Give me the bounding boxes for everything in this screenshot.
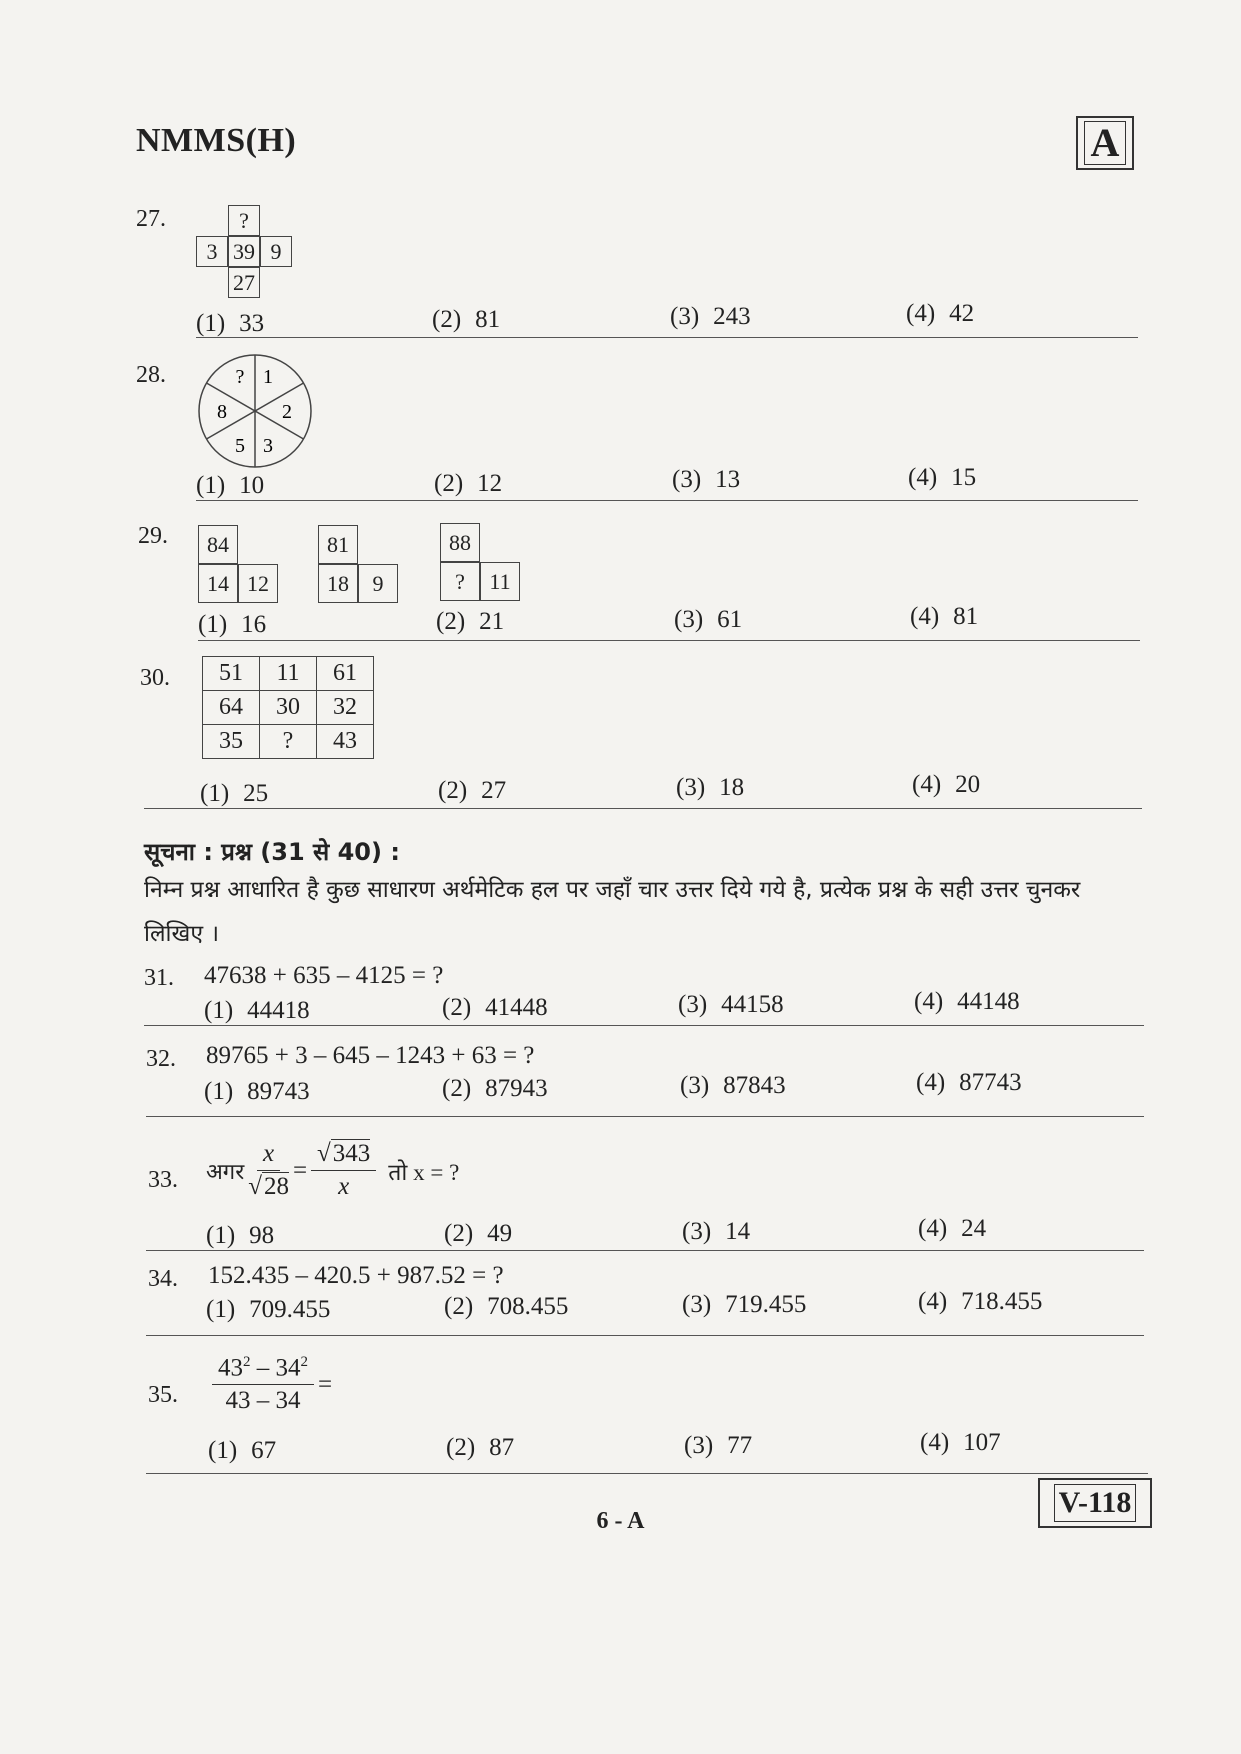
- option-2[interactable]: (2) 12: [434, 470, 503, 497]
- q29-fig1-left: 14: [198, 564, 238, 603]
- table-row: [203, 691, 374, 725]
- q27-figure: [196, 205, 292, 299]
- q33-left-denominator: √28: [248, 1173, 289, 1200]
- q29-fig1-top: 84: [198, 525, 238, 564]
- q28-sector-left: 8: [217, 401, 227, 423]
- q29-figure-2: [318, 525, 402, 603]
- q35-numerator: $43^2 - 34^2$: [212, 1354, 314, 1385]
- option-4[interactable]: (4) 81: [910, 603, 979, 630]
- option-1[interactable]: (1) 44418: [204, 997, 310, 1024]
- divider: [146, 1335, 1144, 1336]
- option-4[interactable]: (4) 87743: [916, 1069, 1022, 1096]
- page-number: 6 - A: [596, 1508, 645, 1534]
- divider: [198, 640, 1140, 641]
- option-1[interactable]: (1) 709.455: [206, 1296, 331, 1323]
- option-3[interactable]: (3) 719.455: [682, 1291, 807, 1318]
- q33-right-denominator: x: [338, 1173, 350, 1200]
- option-2[interactable]: (2) 87943: [442, 1075, 548, 1102]
- option-3[interactable]: (3) 87843: [680, 1072, 786, 1099]
- question-number: 31.: [144, 965, 174, 991]
- q28-sector-top-right: 1: [263, 366, 273, 388]
- q33-suffix: तो x = ?: [388, 1159, 460, 1185]
- q29-fig3-left: ?: [440, 562, 480, 601]
- question-number: 32.: [146, 1046, 176, 1072]
- option-3[interactable]: (3) 77: [684, 1432, 753, 1459]
- question-number: 30.: [140, 665, 170, 691]
- option-1[interactable]: (1) 33: [196, 310, 265, 337]
- question-number: 34.: [148, 1266, 178, 1292]
- q35-expression: [208, 1354, 332, 1415]
- q35-fraction: [212, 1354, 314, 1415]
- question-number: 27.: [136, 206, 166, 232]
- q32-expression: 89765 + 3 – 645 – 1243 + 63 = ?: [206, 1042, 535, 1069]
- q35-equals: =: [318, 1370, 333, 1398]
- option-2[interactable]: (2) 708.455: [444, 1293, 569, 1320]
- notice-title: सूचना : प्रश्न (31 से 40) :: [144, 838, 400, 866]
- q30-cell: 64: [203, 691, 260, 725]
- table-row: [203, 657, 374, 691]
- q28-sector-bottom-right: 3: [263, 435, 273, 457]
- option-1[interactable]: (1) 89743: [204, 1078, 310, 1105]
- q29-fig2-left: 18: [318, 564, 358, 603]
- option-2[interactable]: (2) 49: [444, 1220, 513, 1247]
- q30-cell: ?: [260, 725, 317, 759]
- option-3[interactable]: (3) 18: [676, 774, 745, 801]
- divider: [146, 1250, 1144, 1251]
- divider: [144, 808, 1142, 809]
- divider: [146, 1116, 1144, 1117]
- q33-fraction-right: [311, 1140, 376, 1201]
- question-number: 33.: [148, 1167, 178, 1193]
- q33-right-numerator: √343: [311, 1140, 376, 1171]
- q30-cell: 11: [260, 657, 317, 691]
- option-3[interactable]: (3) 14: [682, 1218, 751, 1245]
- q30-cell: 43: [317, 725, 374, 759]
- q29-figure-3: [440, 523, 524, 601]
- option-1[interactable]: (1) 98: [206, 1222, 275, 1249]
- option-3[interactable]: (3) 44158: [678, 991, 784, 1018]
- notice-body: निम्न प्रश्न आधारित है कुछ साधारण अर्थमेटिक हल पर जहाँ चार उत्तर दिये गये है, प्रत्येक प्रश्न के सही उत्तर चुनकर लिखिए ।: [144, 877, 1081, 947]
- q28-sector-bottom-left: 5: [235, 435, 245, 457]
- divider: [144, 1025, 1144, 1026]
- q30-cell: 61: [317, 657, 374, 691]
- q28-circle-figure: [196, 352, 314, 470]
- option-4[interactable]: (4) 42: [906, 300, 975, 327]
- q27-bottom-cell: 27: [228, 267, 260, 298]
- q27-top-cell: ?: [228, 205, 260, 236]
- q30-cell: 35: [203, 725, 260, 759]
- q29-fig2-right: 9: [358, 564, 398, 603]
- q28-sector-right: 2: [282, 401, 292, 423]
- q27-right-cell: 9: [260, 236, 292, 267]
- option-1[interactable]: (1) 25: [200, 780, 269, 807]
- booklet-code: V-118: [1054, 1484, 1137, 1522]
- q33-left-numerator: x: [257, 1140, 280, 1171]
- q34-expression: 152.435 – 420.5 + 987.52 = ?: [208, 1262, 504, 1289]
- option-1[interactable]: (1) 16: [198, 611, 267, 638]
- divider: [196, 500, 1138, 501]
- q27-left-cell: 3: [196, 236, 228, 267]
- option-3[interactable]: (3) 13: [672, 466, 741, 493]
- table-row: [203, 725, 374, 759]
- question-number: 29.: [138, 523, 168, 549]
- q33-fraction-left: [248, 1140, 289, 1201]
- option-4[interactable]: (4) 15: [908, 464, 977, 491]
- q29-fig2-top: 81: [318, 525, 358, 564]
- question-number: 28.: [136, 362, 166, 388]
- question-number: 35.: [148, 1382, 178, 1408]
- q33-prefix: अगर: [206, 1159, 245, 1185]
- option-2[interactable]: (2) 21: [436, 608, 505, 635]
- q29-figure-1: [198, 525, 282, 603]
- option-2[interactable]: (2) 27: [438, 777, 507, 804]
- q30-grid: [202, 656, 374, 759]
- option-2[interactable]: (2) 41448: [442, 994, 548, 1021]
- q29-fig1-right: 12: [238, 564, 278, 603]
- q28-sector-top-left: ?: [235, 366, 245, 388]
- option-3[interactable]: (3) 61: [674, 606, 743, 633]
- option-4[interactable]: (4) 24: [918, 1215, 987, 1242]
- q35-denominator: 43 – 34: [225, 1387, 301, 1415]
- booklet-code-box: [1038, 1478, 1152, 1528]
- option-1[interactable]: (1) 67: [208, 1437, 277, 1464]
- q29-fig3-top: 88: [440, 523, 480, 562]
- option-3[interactable]: (3) 243: [670, 303, 751, 330]
- q27-center-cell: 39: [228, 236, 260, 267]
- q33-expression: अगर $\frac{x}{√28}$ = $\frac{√343}{x}$ तो x = ?: [206, 1140, 460, 1200]
- option-1[interactable]: (1) 10: [196, 472, 265, 499]
- q29-fig3-right: 11: [480, 562, 520, 601]
- set-label: A: [1084, 121, 1127, 165]
- paper-code: NMMS(H): [136, 122, 297, 159]
- q30-cell: 30: [260, 691, 317, 725]
- option-4[interactable]: (4) 44148: [914, 988, 1020, 1015]
- option-4[interactable]: (4) 107: [920, 1429, 1001, 1456]
- option-2[interactable]: (2) 81: [432, 306, 501, 333]
- q30-cell: 51: [203, 657, 260, 691]
- divider: [196, 337, 1138, 338]
- q30-cell: 32: [317, 691, 374, 725]
- q31-expression: 47638 + 635 – 4125 = ?: [204, 962, 444, 989]
- option-4[interactable]: (4) 20: [912, 771, 981, 798]
- set-label-box: [1076, 116, 1134, 170]
- divider: [146, 1473, 1148, 1474]
- option-2[interactable]: (2) 87: [446, 1434, 515, 1461]
- option-4[interactable]: (4) 718.455: [918, 1288, 1043, 1315]
